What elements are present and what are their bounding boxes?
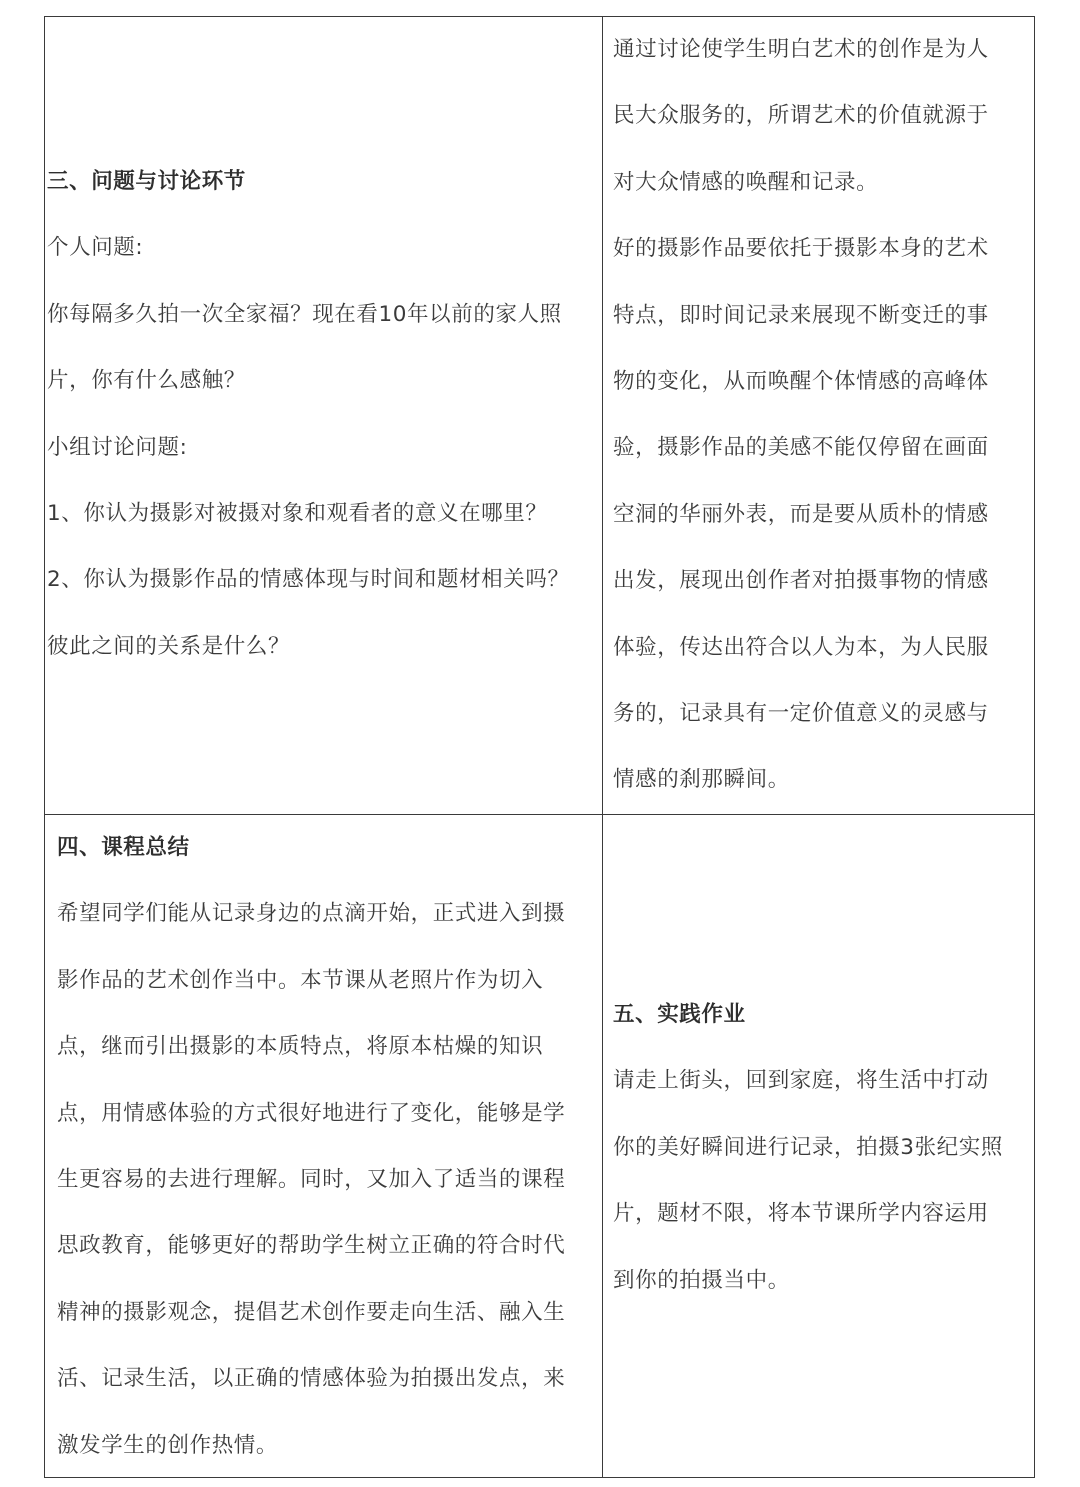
section3-notes-line: 务的，记录具有一定价值意义的灵感与 [613,701,989,727]
section3-notes-line: 出发，展现出创作者对拍摄事物的情感 [613,568,989,594]
section3-notes-line: 对大众情感的唤醒和记录。 [613,169,879,195]
section5-line: 你的美好瞬间进行记录，拍摄3张纪实照 [613,1134,1003,1160]
section3-notes-line: 验，摄影作品的美感不能仅停留在画面 [613,435,989,461]
section3-notes-line: 好的摄影作品要依托于摄影本身的艺术 [613,236,989,262]
section5-line: 到你的拍摄当中。 [613,1267,790,1293]
section4-heading: 四、课程总结 [57,835,190,860]
section3-line: 个人问题: [47,235,144,261]
section3-line: 片，你有什么感触？ [47,368,246,394]
section3-line: 2、你认为摄影作品的情感体现与时间和题材相关吗？ [47,567,570,593]
section4-line: 活、记录生活，以正确的情感体验为拍摄出发点，来 [57,1366,566,1392]
section4-cell [57,815,597,1479]
section4-line: 点，用情感体验的方式很好地进行了变化，能够是学 [57,1100,566,1126]
section5-line: 片，题材不限，将本节课所学内容运用 [613,1201,989,1227]
section5-cell [613,982,1033,1314]
section3-line: 1、你认为摄影对被摄对象和观看者的意义在哪里？ [47,501,548,527]
section3-line: 彼此之间的关系是什么？ [47,633,291,659]
section3-cell [47,149,599,680]
column-divider [602,17,603,1477]
section3-notes-line: 体验，传达出符合以人为本，为人民服 [613,634,989,660]
section3-notes-line: 物的变化，从而唤醒个体情感的高峰体 [613,369,989,395]
section4-line: 生更容易的去进行理解。同时，又加入了适当的课程 [57,1167,566,1193]
section4-line: 希望同学们能从记录身边的点滴开始，正式进入到摄 [57,901,566,927]
lesson-table [44,16,1035,1478]
section4-line: 精神的摄影观念，提倡艺术创作要走向生活、融入生 [57,1299,566,1325]
section3-notes-line: 特点，即时间记录来展现不断变迁的事 [613,302,989,328]
section3-notes-line: 情感的刹那瞬间。 [613,767,790,793]
section3-notes-line: 空洞的华丽外表，而是要从质朴的情感 [613,501,989,527]
section4-line: 影作品的艺术创作当中。本节课从老照片作为切入 [57,967,544,993]
section5-line: 请走上街头，回到家庭，将生活中打动 [613,1068,989,1094]
section3-heading: 三、问题与讨论环节 [47,169,246,194]
section3-line: 小组讨论问题: [47,434,188,460]
section3-line: 你每隔多久拍一次全家福？现在看10年以前的家人照 [47,301,562,327]
section4-line: 思政教育，能够更好的帮助学生树立正确的符合时代 [57,1233,566,1259]
section4-line: 激发学生的创作热情。 [57,1432,279,1458]
section3-notes-line: 通过讨论使学生明白艺术的创作是为人 [613,37,989,62]
section3-notes-cell [613,17,1033,814]
section4-line: 点，继而引出摄影的本质特点，将原本枯燥的知识 [57,1034,544,1060]
section3-notes-line: 民大众服务的，所谓艺术的价值就源于 [613,103,989,129]
section5-heading: 五、实践作业 [613,1002,746,1027]
